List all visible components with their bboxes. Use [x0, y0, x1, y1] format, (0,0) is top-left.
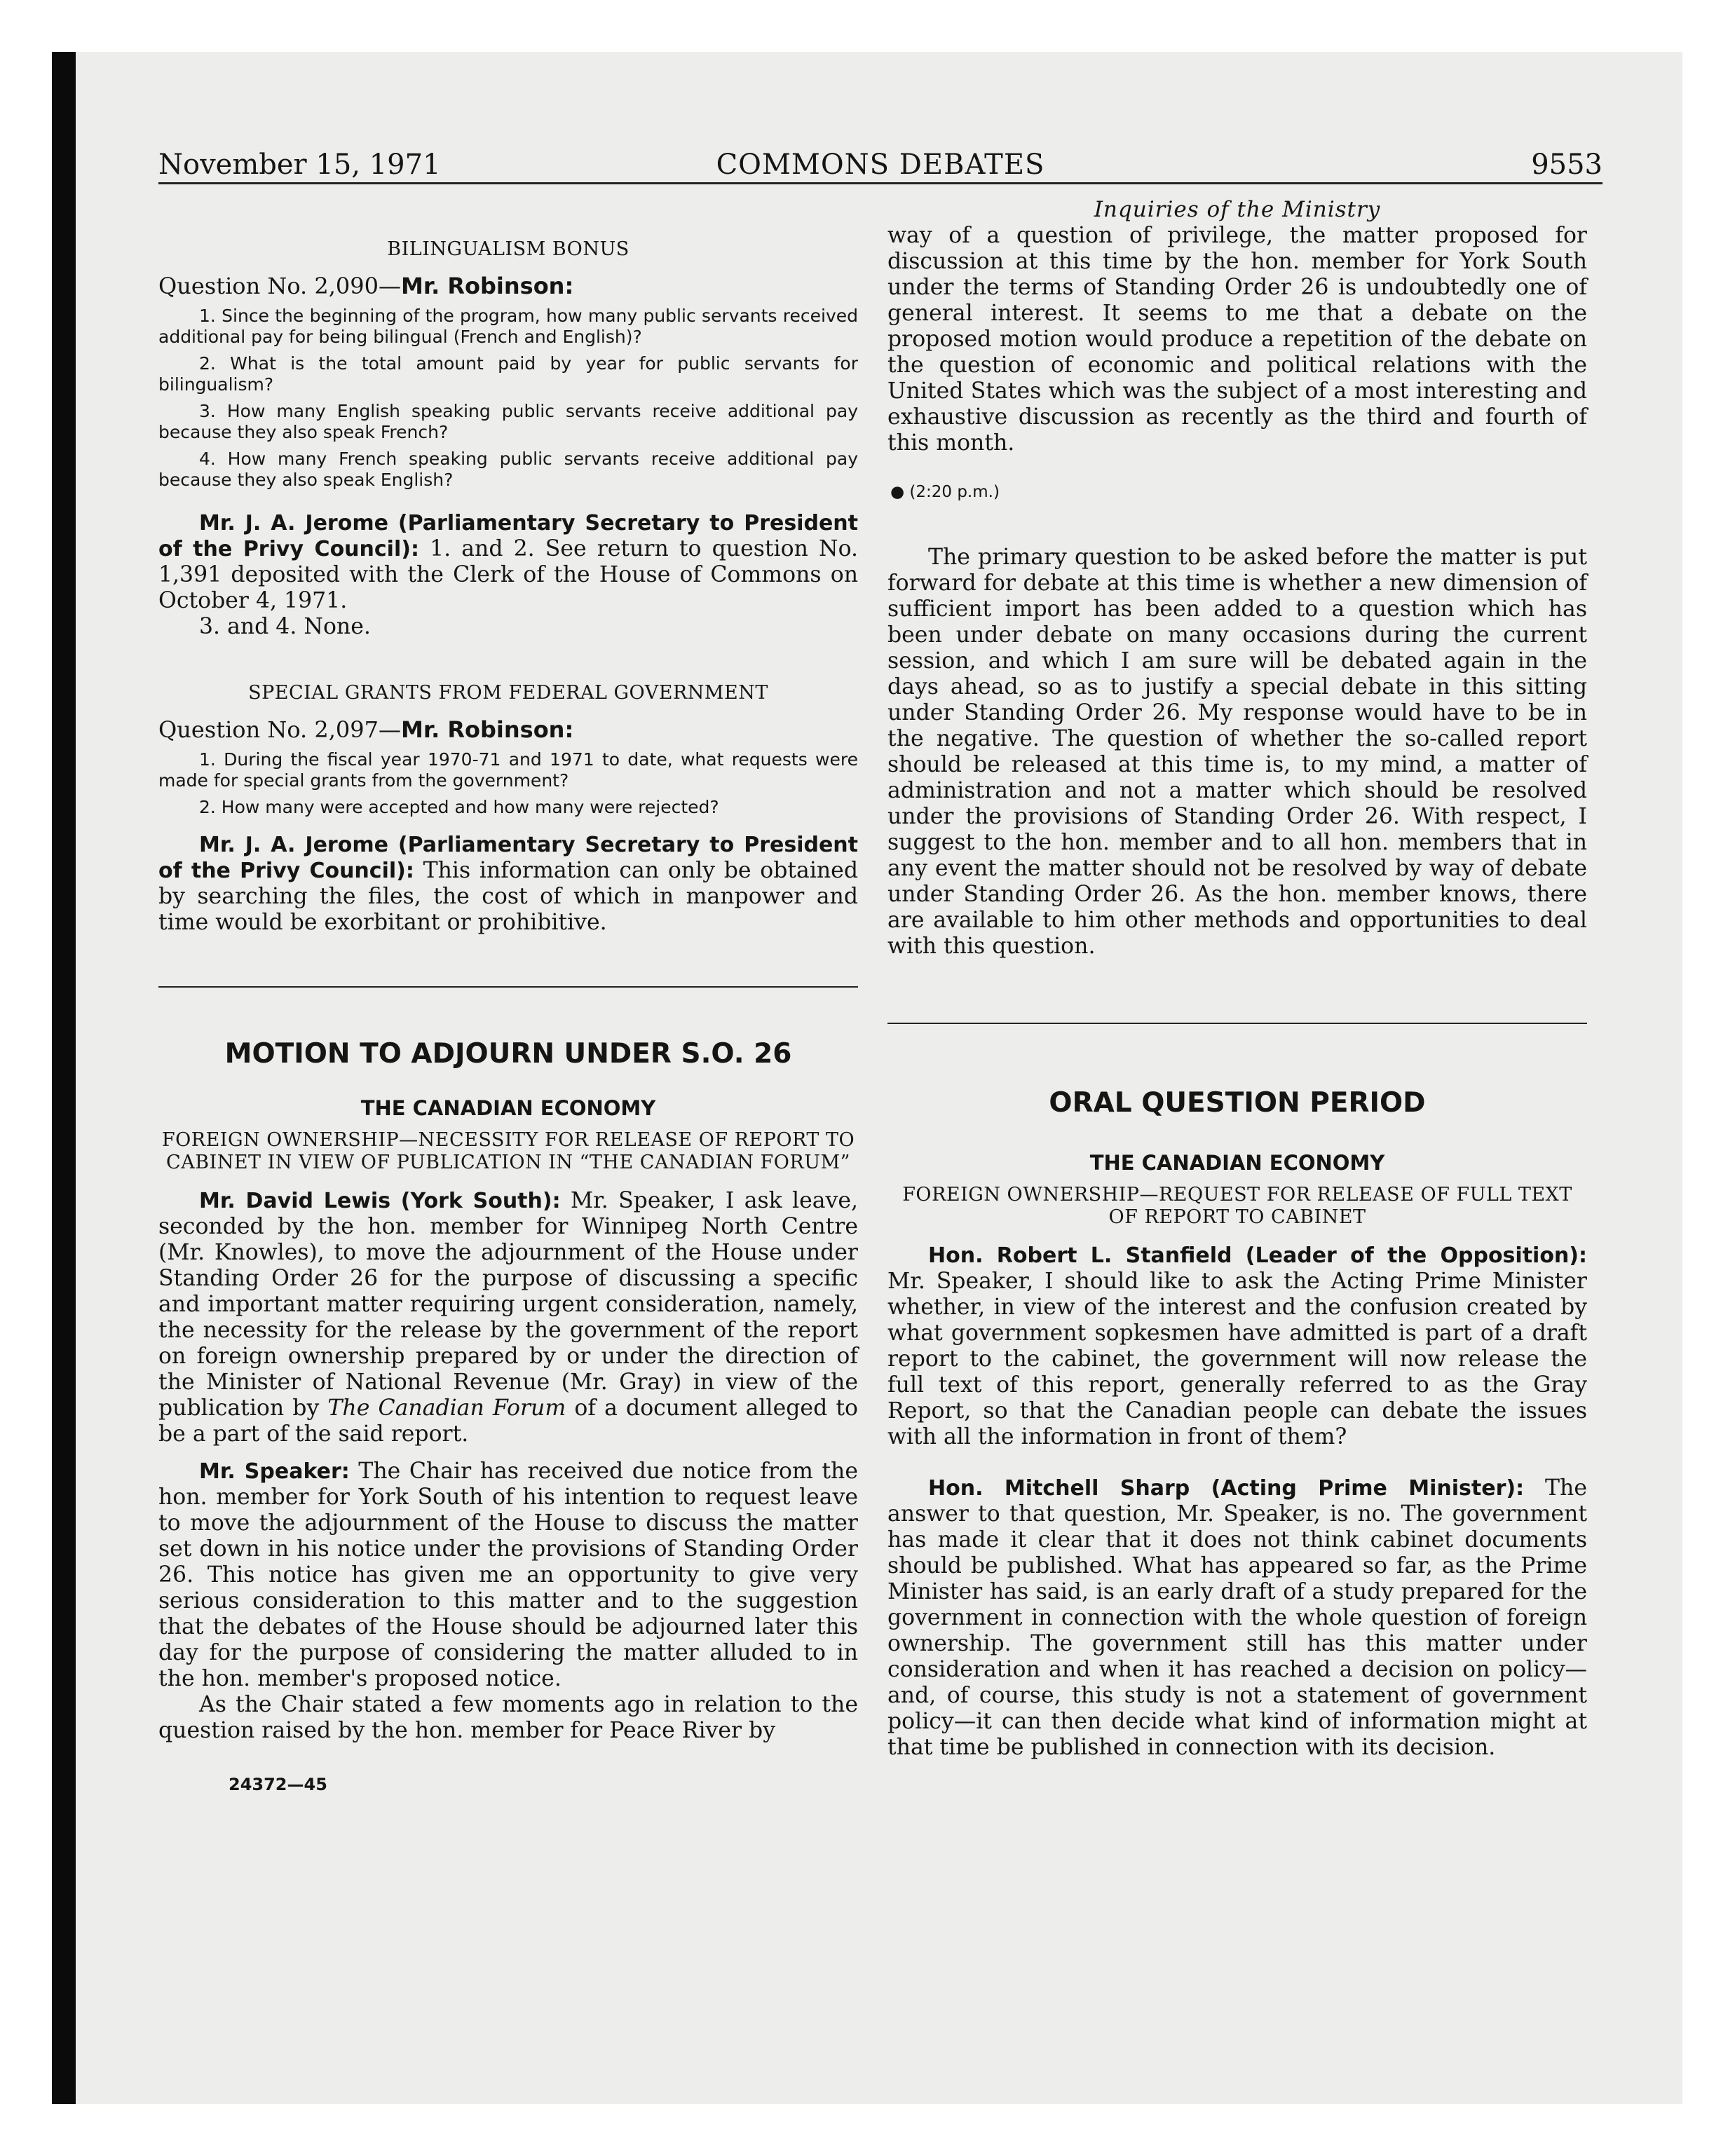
bilingualism-heading: BILINGUALISM BONUS — [387, 238, 630, 260]
oral-subtitle: THE CANADIAN ECONOMY — [1089, 1151, 1385, 1175]
lewis-text: Mr. Speaker, I ask leave, seconded by the hon. member for Winnipeg North Centre (Mr. Knowles), to move the adjournment of the House under Standing Order 26 for the purpose of discussing a specific and important matter requiring urgent consideration, namely, the necessity for the release by the government of the report on foreign ownership prepared by or under the direction of the Minister of National Revenue (Mr. Gray) in view of the publication by — [158, 1188, 859, 1421]
left-column — [158, 196, 858, 1794]
question-item-4: 4. How many French speaking public servants receive additional pay because they also speak English? — [158, 449, 858, 490]
answer-text: This information can only be obtained by searching the files, the cost of which in manpower and time would be exorbitant or prohibitive. — [158, 858, 858, 935]
header-page-number: 9553 — [1531, 149, 1603, 181]
speaker-jerome: Mr. J. A. Jerome (Parliamentary Secretary to President of the Privy Council): — [158, 833, 858, 883]
question-2090 — [158, 272, 858, 300]
folio-mark: 24372—45 — [229, 1775, 327, 1794]
speaker-sharp: Hon. Mitchell Sharp (Acting Prime Minister): — [928, 1476, 1525, 1501]
special-grants-heading: SPECIAL GRANTS FROM FEDERAL GOVERNMENT — [248, 682, 768, 704]
stanfield-text: Mr. Speaker, I should like to ask the Acting Prime Minister whether, in view of the interest and the confusion created by what government sopkesmen have admitted is part of a draft report to the cabinet, the government will now release the full text of this report, generally referred to as the Gray Report, so that the Canadian people can debate the issues with all the information in front of them? — [887, 1269, 1587, 1449]
speaker-jerome: Mr. J. A. Jerome (Parliamentary Secretary to President of the Privy Council): — [158, 511, 858, 561]
oral-question-title: ORAL QUESTION PERIOD — [1049, 1087, 1426, 1119]
question-item-2: 2. What is the total amount paid by year for public servants for bilingualism? — [158, 353, 858, 395]
question-item-1: 1. Since the beginning of the program, how many public servants received additional pay for being bilingual (French and English)? — [158, 306, 858, 347]
speaker-ruling — [158, 1459, 858, 1692]
sharp-answer — [887, 1475, 1587, 1761]
jerome-answer-1 — [158, 510, 858, 614]
ruling-continuation: way of a question of privilege, the matter proposed for discussion at this time by the hon. member for York South under the terms of Standing Order 26 is undoubtedly one of general interest. It seems to me that a debate on the proposed motion would produce a repetition of the debate on the question of economic and political relations with the United States which was the subject of a most interesting and exhaustive discussion as recently as the third and fourth of this month. — [887, 223, 1587, 456]
header-rule — [158, 182, 1603, 184]
motion-topic: FOREIGN OWNERSHIP—NECESSITY FOR RELEASE OF REPORT TO CABINET IN VIEW OF PUBLICATION IN “THE CANADIAN FORUM” — [161, 1129, 855, 1173]
time-marker: ● (2:20 p.m.) — [890, 483, 1000, 501]
speaker-lewis: Mr. David Lewis (York South): — [199, 1189, 561, 1213]
publication-title: The Canadian Forum — [327, 1396, 566, 1421]
running-header — [158, 147, 1603, 186]
question-2090-member: Mr. Robinson: — [401, 273, 574, 299]
question-2097 — [158, 716, 858, 744]
grants-item-1: 1. During the fiscal year 1970-71 and 1971 to date, what requests were made for special grants from the government? — [158, 749, 858, 791]
answer-text-2: 3. and 4. None. — [199, 614, 371, 639]
hansard-page — [158, 140, 1603, 1977]
lewis-text-end: of a document alleged to be a part of the said report. — [158, 1396, 858, 1447]
speaker-chair: Mr. Speaker: — [199, 1459, 350, 1484]
motion-subtitle: THE CANADIAN ECONOMY — [360, 1096, 656, 1120]
question-2090-number: Question No. 2,090— — [158, 273, 401, 299]
question-item-3: 3. How many English speaking public servants receive additional pay because they also speak French? — [158, 401, 858, 442]
grants-item-2: 2. How many were accepted and how many were rejected? — [199, 797, 719, 817]
header-title: COMMONS DEBATES — [716, 149, 1045, 181]
inquiries-subhead: Inquiries of the Ministry — [1094, 197, 1381, 222]
jerome-answer-2 — [158, 832, 858, 936]
motion-section-title: MOTION TO ADJOURN UNDER S.O. 26 — [224, 1038, 792, 1070]
sharp-text: The answer to that question, Mr. Speaker, is no. The government has made it clear that it does not think cabinet documents should be published. What has appeared so far, as the Prime Minister has said, is an early draft of a study prepared for the government in connection with the whole question of foreign ownership. The government still has this matter under consideration and when it has reached a decision on policy—and, of course, this study is not a statement of government policy—it can then decide what kind of information might at that time be published in connection with its decision. — [887, 1475, 1587, 1760]
lewis-speech — [158, 1188, 858, 1447]
primary-question-paragraph: The primary question to be asked before the matter is put forward for debate at this time is whether a new dimension of sufficient import has been added to a question which has been under debate on many occasions during the current session, and which I am sure will be debated again in the days ahead, so as to justify a special debate in this sitting under Standing Order 26. My response would have to be in the negative. The question of whether the so-called report should be released at this time is, to my mind, a matter of administration and not a matter which should be resolved under the provisions of Standing Order 26. With respect, I suggest to the hon. member and to all hon. members that in any event the matter should not be resolved by way of debate under Standing Order 26. As the hon. member knows, there are available to him other methods and opportunities to deal with this question. — [887, 545, 1587, 959]
binding-edge — [52, 52, 76, 2104]
right-column — [887, 196, 1587, 1761]
answer-text: 1. and 2. See return to question No. 1,391 deposited with the Clerk of the House of Commons on October 4, 1971. — [158, 536, 858, 613]
speaker-ruling-cont: As the Chair stated a few moments ago in relation to the question raised by the hon. member for Peace River by — [158, 1692, 858, 1743]
question-2097-member: Mr. Robinson: — [401, 716, 574, 743]
speaker-stanfield: Hon. Robert L. Stanfield (Leader of the Opposition): — [928, 1243, 1587, 1268]
speaker-ruling-text: The Chair has received due notice from the hon. member for York South of his intention to request leave to move the adjournment of the House to discuss the matter set down in his notice under the provisions of Standing Order 26. This notice has given me an opportunity to give very serious consideration to this matter and to the suggestion that the debates of the House should be adjourned later this day for the purpose of considering the matter alluded to in the hon. member's proposed notice. — [158, 1459, 858, 1691]
stanfield-question — [887, 1243, 1587, 1450]
header-date: November 15, 1971 — [158, 149, 441, 181]
oral-topic: FOREIGN OWNERSHIP—REQUEST FOR RELEASE OF FULL TEXT OF REPORT TO CABINET — [902, 1184, 1572, 1228]
question-2097-number: Question No. 2,097— — [158, 716, 401, 743]
